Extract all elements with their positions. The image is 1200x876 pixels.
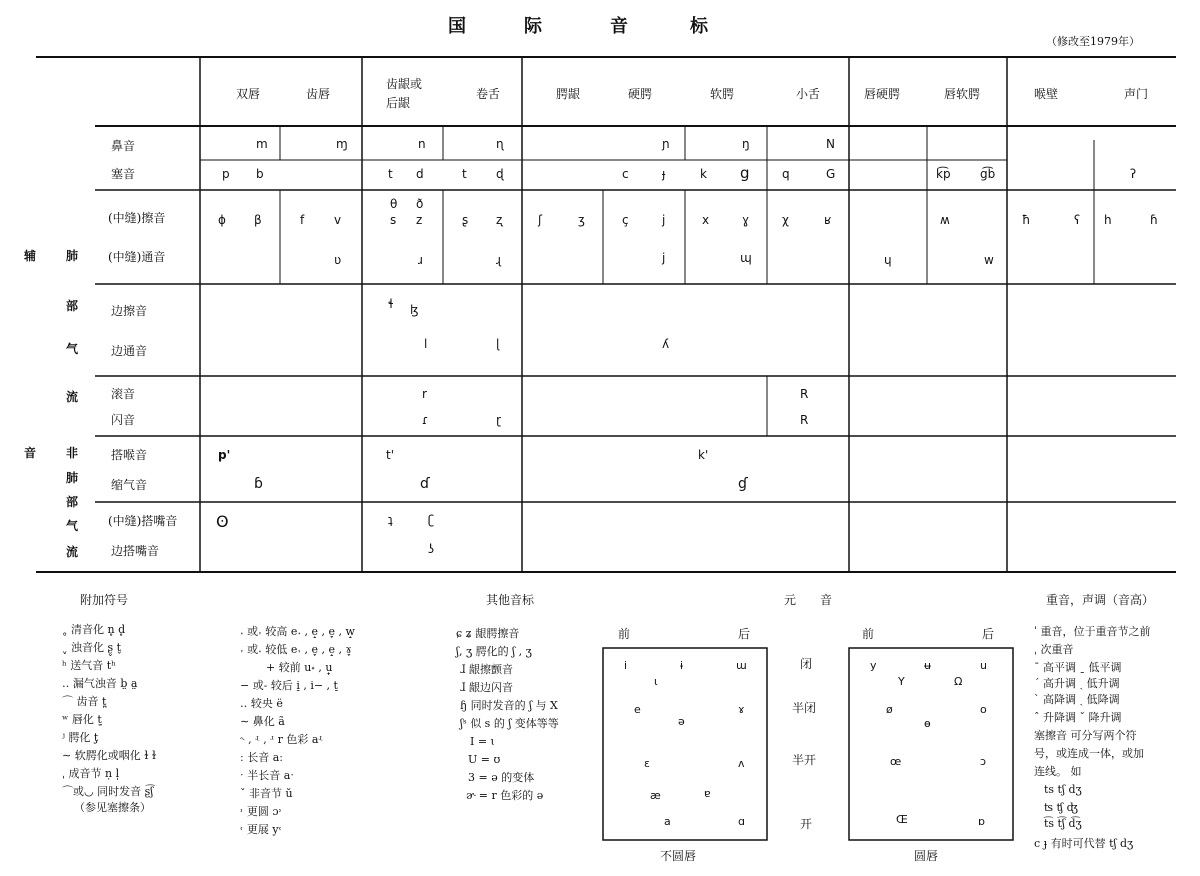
revision-note: （修改至1979年）	[1046, 35, 1140, 48]
col-alveolar-a: 齿龈或	[386, 77, 423, 91]
side-liu2: 流	[66, 545, 79, 559]
title-char-1: 国	[448, 16, 466, 37]
vowel-symbol: a	[664, 815, 671, 828]
sym-fricative: f	[300, 213, 305, 227]
sym-lateral: ʎ	[662, 337, 670, 351]
side-qi2: 气	[66, 519, 79, 533]
vowel-symbol: i	[624, 659, 628, 672]
col-glottal: 声门	[1124, 87, 1149, 101]
vowel-symbol: y	[870, 659, 877, 672]
sym-fricative: ç	[622, 213, 629, 227]
other-symbol-item: ɺ 龈边闪音	[460, 681, 514, 694]
vowel-symbol: ɒ	[978, 815, 985, 828]
sym-click: ʘ	[216, 512, 229, 531]
diacritic-item: ˇ 非音节 ŭ	[240, 787, 293, 800]
sym-fricative: θ	[390, 197, 398, 211]
other-symbol-item: ʃˢ 似 s 的 ʃ 变体等等	[460, 717, 559, 730]
col-retroflex: 卷舌	[476, 87, 501, 101]
vowel-symbol: ɯ	[736, 659, 747, 672]
title-char-2: 际	[524, 16, 542, 37]
sym-approximant: ɹ	[418, 253, 423, 267]
col-pharyngeal: 喉壁	[1034, 87, 1059, 101]
vowel-symbol: ɤ	[738, 703, 745, 716]
sym-plosive: d	[416, 167, 424, 181]
stress-item: 塞擦音 可分写两个符	[1034, 729, 1137, 742]
diacritic-item: ˑ 半长音 aˑ	[240, 769, 294, 782]
col-labial-velar: 唇软腭	[944, 87, 981, 101]
sym-plosive: ɖ	[496, 167, 504, 181]
other-symbol-item: I = ɩ	[470, 735, 495, 748]
sym-plosive: k͡p	[936, 167, 951, 181]
stress-item: ʦ ʧ ʤ	[1044, 801, 1078, 814]
row-lateral-approximant: 边通音	[111, 344, 148, 358]
diacritic-item: + 较前 u˖ , u̟	[266, 661, 333, 674]
col-labial-palatal: 唇硬腭	[864, 87, 901, 101]
sym-fricative: ʕ	[1074, 213, 1081, 227]
row-approximant: (中缝)通音	[108, 250, 166, 264]
vowel-height-label: 闭	[800, 657, 813, 671]
vowel-symbol: Ω	[954, 675, 963, 688]
sym-flap: R	[800, 413, 809, 427]
vowel-symbol: ʉ	[924, 659, 931, 672]
sym-plosive: ɟ	[662, 167, 666, 181]
sym-approximant: ʋ	[334, 253, 342, 267]
other-symbol-item: ɧ 同时发音的 ʃ 与 X	[460, 699, 558, 712]
row-plosive: 塞音	[111, 167, 136, 181]
sym-fricative: ʁ	[824, 213, 832, 227]
row-click: (中缝)搭嘴音	[108, 514, 178, 528]
row-fricative: (中缝)擦音	[108, 211, 166, 225]
row-nasal: 鼻音	[111, 139, 136, 153]
side-fei3: 肺	[66, 471, 79, 485]
vowel-symbol: ɨ	[680, 659, 684, 672]
sym-plosive: t	[462, 167, 467, 181]
sym-plosive: G	[826, 167, 836, 181]
other-symbol-item: ɺ 龈擦颤音	[460, 663, 514, 676]
diacritic-item: ˌ 成音节 ṇ l̩	[62, 767, 120, 780]
other-symbol-item: ʃ, ʒ 腭化的 ʃ , ʒ	[456, 645, 532, 658]
sym-nasal: ɲ	[662, 137, 670, 151]
stress-item: 号，或连成一体，或加	[1034, 747, 1144, 760]
sym-fricative: ʐ	[496, 213, 503, 227]
vowel-rounded-label: 圆唇	[914, 849, 939, 863]
sym-click: ʗ	[428, 513, 435, 527]
sym-flap: ɾ	[422, 413, 429, 427]
sym-lateral: ɭ	[496, 337, 500, 351]
sym-fricative: ʂ	[462, 213, 469, 227]
side-liu: 流	[66, 390, 79, 404]
sym-fricative: j	[662, 213, 666, 227]
diacritic-item: ‥ 漏气浊音 b̤ a̤	[62, 677, 138, 690]
vowel-symbol: ɛ	[644, 757, 650, 770]
sym-trill: r	[422, 387, 427, 401]
sym-nasal: m	[256, 137, 268, 151]
diacritic-item: ˓ 更展 y˓	[240, 823, 282, 836]
diacritic-item: ˳ 清音化 n̥ d̥	[62, 623, 126, 636]
sym-ejective: p'	[218, 448, 231, 462]
sym-fricative: ð	[416, 197, 424, 211]
vowel-symbol: ɑ	[738, 815, 745, 828]
sym-approximant: j	[662, 251, 666, 265]
sym-ejective: k'	[698, 448, 709, 462]
vowel-height-label: 半闭	[792, 701, 817, 715]
diacritic-item: ˬ 浊音化 ʂ̬ t̬	[62, 641, 122, 654]
vowel-height-label: 开	[800, 817, 813, 831]
diacritic-item: ʷ 唇化 t̫	[62, 713, 102, 726]
diacritic-item: ˞ , ʵ , ʴ r 色彩 aʵ	[240, 733, 324, 746]
col-uvular: 小舌	[796, 87, 821, 101]
diacritic-item: ∼ 鼻化 ã	[240, 715, 285, 728]
vowel-back-label-rounded: 后	[982, 627, 995, 641]
diacritic-item: ∼ 软腭化或咽化 ɫ ɫ	[62, 749, 157, 762]
vowel-symbol: ø	[886, 703, 893, 716]
side-bu: 部	[66, 299, 79, 313]
sym-click: ʇ	[388, 513, 393, 527]
sym-click: ʖ	[428, 542, 435, 556]
vowel-symbol: o	[980, 703, 987, 716]
diacritics-title: 附加符号	[80, 593, 129, 607]
col-palato-alveolar: 腭龈	[556, 87, 581, 101]
diacritic-item: ⌒或◡ 同时发音 ʂ͡ʃ	[62, 785, 154, 798]
sym-fricative: z	[416, 213, 423, 227]
diacritic-item: （参见塞擦条）	[74, 801, 151, 814]
sym-fricative: v	[334, 213, 342, 227]
vowel-symbol: ə	[678, 715, 685, 728]
side-fei: 肺	[66, 249, 79, 263]
vowel-symbol: æ	[650, 789, 661, 802]
diacritic-item: ʲ 腭化 t̡	[62, 731, 99, 744]
vowel-symbol: ɩ	[654, 675, 658, 688]
col-velar: 软腭	[710, 87, 735, 101]
sym-plosive: q	[782, 167, 790, 181]
sym-lateral: l	[424, 337, 428, 351]
sym-fricative: ʍ	[940, 213, 950, 227]
diacritic-item: ˔ 或˕ 较高 e˔ , e̝ , e̞ , w̝	[240, 625, 355, 638]
row-lateral-fricative: 边擦音	[111, 304, 148, 318]
sym-approximant: ɰ	[740, 251, 752, 265]
sym-approximant: w	[984, 253, 994, 267]
side-fei2: 非	[66, 446, 79, 460]
vowel-front-label: 前	[618, 627, 631, 641]
col-palatal: 硬腭	[628, 87, 653, 101]
row-ejective: 搭喉音	[111, 448, 148, 462]
diacritic-item: ⌒ 齿音 t̪	[62, 695, 107, 708]
sym-plosive: g͡b	[980, 167, 996, 181]
vowel-symbol: ɐ	[704, 787, 711, 800]
row-flap: 闪音	[111, 413, 136, 427]
vowel-symbol: e	[634, 703, 641, 716]
sym-plosive: g	[740, 164, 750, 182]
diacritic-item: ‥ 较央 ë	[240, 697, 283, 710]
sym-nasal: N	[826, 137, 835, 151]
sym-fricative: β	[254, 213, 262, 227]
sym-approximant: ɥ	[884, 253, 892, 267]
stress-item: c ɟ 有时可代替 tʃ dʒ	[1034, 837, 1134, 850]
vowel-front-label-rounded: 前	[862, 627, 875, 641]
sym-fricative: χ	[782, 213, 789, 227]
side-yin: 音	[24, 446, 37, 460]
vowel-back-label: 后	[738, 627, 751, 641]
sym-nasal: ɱ	[336, 137, 348, 151]
stress-item: ˈ 重音，位于重音节之前	[1034, 625, 1151, 638]
sym-plosive: t	[388, 167, 393, 181]
other-symbol-item: ɕ ʑ 龈腭擦音	[456, 627, 520, 640]
diacritic-item: ː 长音 aː	[240, 751, 283, 764]
sym-plosive: ʔ	[1130, 167, 1137, 181]
sym-plosive: c	[622, 167, 629, 181]
stress-item: ˆ 升降调 ˇ 降升调	[1034, 711, 1122, 724]
row-trill: 滚音	[111, 387, 136, 401]
sym-fricative: ɸ	[218, 213, 226, 227]
diacritic-item: ˕ 或˔ 较低 e˕ , e̞ , e̝ , ɤ̞	[240, 643, 352, 656]
other-symbols-title: 其他音标	[486, 593, 535, 607]
sym-fricative: s	[390, 213, 397, 227]
other-symbol-item: 3 = ə 的变体	[468, 771, 535, 784]
diacritic-item: ʰ 送气音 tʰ	[62, 659, 116, 672]
stress-title: 重音，声调（音高）	[1046, 593, 1155, 607]
sym-fricative: x	[702, 213, 710, 227]
side-qi: 气	[66, 342, 79, 356]
side-bu2: 部	[66, 495, 79, 509]
sym-plosive: p	[222, 167, 230, 181]
other-symbol-item: U = ʊ	[468, 753, 501, 766]
col-bilabial: 双唇	[236, 87, 261, 101]
sym-implosive: ɗ	[420, 476, 430, 492]
row-implosive: 缩气音	[111, 478, 148, 492]
stress-item: t͡s t͡ʃ d͡ʒ	[1044, 817, 1082, 830]
stress-item: 连线。 如	[1034, 765, 1082, 778]
sym-fricative: h	[1104, 213, 1112, 227]
vowel-symbol: Œ	[896, 813, 908, 826]
sym-fricative: ɣ	[742, 213, 750, 227]
sym-nasal: ɳ	[496, 137, 504, 151]
sym-fricative: ɦ	[1150, 213, 1158, 227]
sym-implosive: ɓ	[254, 476, 263, 492]
stress-item: ˊ 高升调 ˏ 低升调	[1034, 677, 1120, 690]
sym-fricative: ħ	[1022, 213, 1031, 227]
title-char-4: 标	[690, 16, 708, 37]
vowel-height-label: 半开	[792, 753, 817, 767]
row-lateral-click: 边搭嘴音	[111, 544, 160, 558]
vowel-symbol: ɵ	[924, 717, 931, 730]
title-char-3: 音	[610, 16, 628, 37]
sym-lateral: ɬ	[388, 297, 394, 311]
sym-fricative: ʃ	[538, 213, 543, 227]
sym-plosive: k	[700, 167, 707, 181]
vowel-unrounded-label: 不圆唇	[660, 849, 697, 863]
sym-flap: ɽ	[496, 413, 501, 427]
sym-trill: R	[800, 387, 809, 401]
sym-approximant: ɻ	[496, 253, 501, 267]
side-fu: 辅	[24, 249, 37, 263]
diacritic-item: − 或˗ 较后 i̠ , i− , t̠	[240, 679, 338, 692]
vowel-symbol: ɔ	[980, 755, 987, 768]
stress-item: ts tʃ dʒ	[1044, 783, 1082, 796]
vowel-symbol: Y	[898, 675, 905, 688]
sym-lateral: ɮ	[410, 303, 419, 317]
sym-ejective: t'	[386, 448, 395, 462]
vowels-title: 元 音	[784, 593, 833, 607]
stress-item: ˉ 高平调 ˍ 低平调	[1034, 661, 1122, 674]
sym-fricative: ʒ	[578, 213, 585, 227]
stress-item: ˌ 次重音	[1034, 643, 1074, 656]
stress-item: ˋ 高降调 ˎ 低降调	[1034, 693, 1120, 706]
vowel-symbol: ʌ	[738, 757, 745, 770]
col-labiodental: 齿唇	[306, 87, 331, 101]
sym-nasal: ŋ	[742, 137, 750, 151]
vowel-symbol: u	[980, 659, 987, 672]
vowel-symbol: œ	[890, 755, 902, 768]
sym-nasal: n	[418, 137, 426, 151]
diacritic-item: ˒ 更圆 ɔ˒	[240, 805, 282, 818]
sym-plosive: b	[256, 167, 264, 181]
other-symbol-item: ɚ = r 色彩的 ə	[466, 789, 544, 802]
col-alveolar-b: 后龈	[386, 96, 411, 110]
sym-implosive: ɠ	[738, 476, 748, 492]
